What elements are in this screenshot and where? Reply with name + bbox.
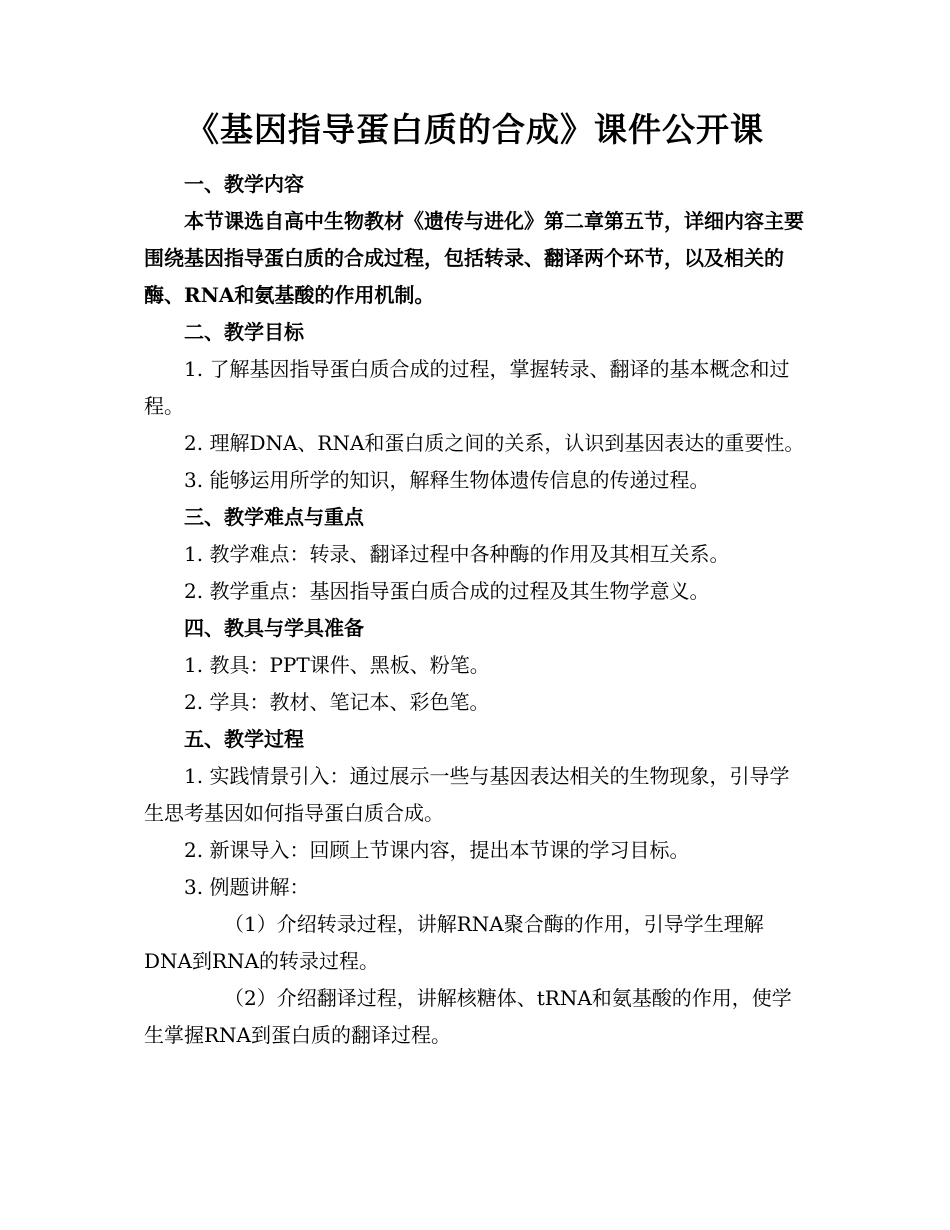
- list-item: 3. 能够运用所学的知识，解释生物体遗传信息的传递过程。: [184, 468, 710, 492]
- section-heading: 二、教学目标: [184, 320, 304, 344]
- list-item: 1. 了解基因指导蛋白质合成的过程，掌握转录、翻译的基本概念和过程。: [144, 357, 790, 418]
- section-heading: 三、教学难点与重点: [184, 505, 364, 529]
- list-item: 2. 理解DNA、RNA和蛋白质之间的关系，认识到基因表达的重要性。: [184, 431, 805, 455]
- list-item: 1. 教具：PPT课件、黑板、粉笔。: [184, 653, 490, 677]
- list-item: 1. 实践情景引入：通过展示一些与基因表达相关的生物现象，引导学生思考基因如何指导蛋白质合成。: [144, 764, 790, 825]
- list-item: 2. 教学重点：基因指导蛋白质合成的过程及其生物学意义。: [184, 579, 710, 603]
- list-item: 2. 学具：教材、笔记本、彩色笔。: [184, 690, 490, 714]
- section-heading: 五、教学过程: [184, 727, 304, 751]
- section-paragraph: 本节课选自高中生物教材《遗传与进化》第二章第五节，详细内容主要围绕基因指导蛋白质的合成过程，包括转录、翻译两个环节，以及相关的酶、RNA和氨基酸的作用机制。: [144, 209, 804, 307]
- section-heading: 一、教学内容: [184, 172, 304, 196]
- list-item: 3. 例题讲解：: [184, 875, 310, 899]
- sub-list-item: （2）介绍翻译过程，讲解核糖体、tRNA和氨基酸的作用，使学生掌握RNA到蛋白质的翻译过程。: [144, 986, 792, 1047]
- list-item: 1. 教学难点：转录、翻译过程中各种酶的作用及其相互关系。: [184, 542, 730, 566]
- sub-list-item: （1）介绍转录过程，讲解RNA聚合酶的作用，引导学生理解DNA到RNA的转录过程。: [144, 912, 764, 973]
- section-heading: 四、教具与学具准备: [184, 616, 364, 640]
- document-title: 《基因指导蛋白质的合成》课件公开课: [186, 110, 764, 149]
- list-item: 2. 新课导入：回顾上节课内容，提出本节课的学习目标。: [184, 838, 690, 862]
